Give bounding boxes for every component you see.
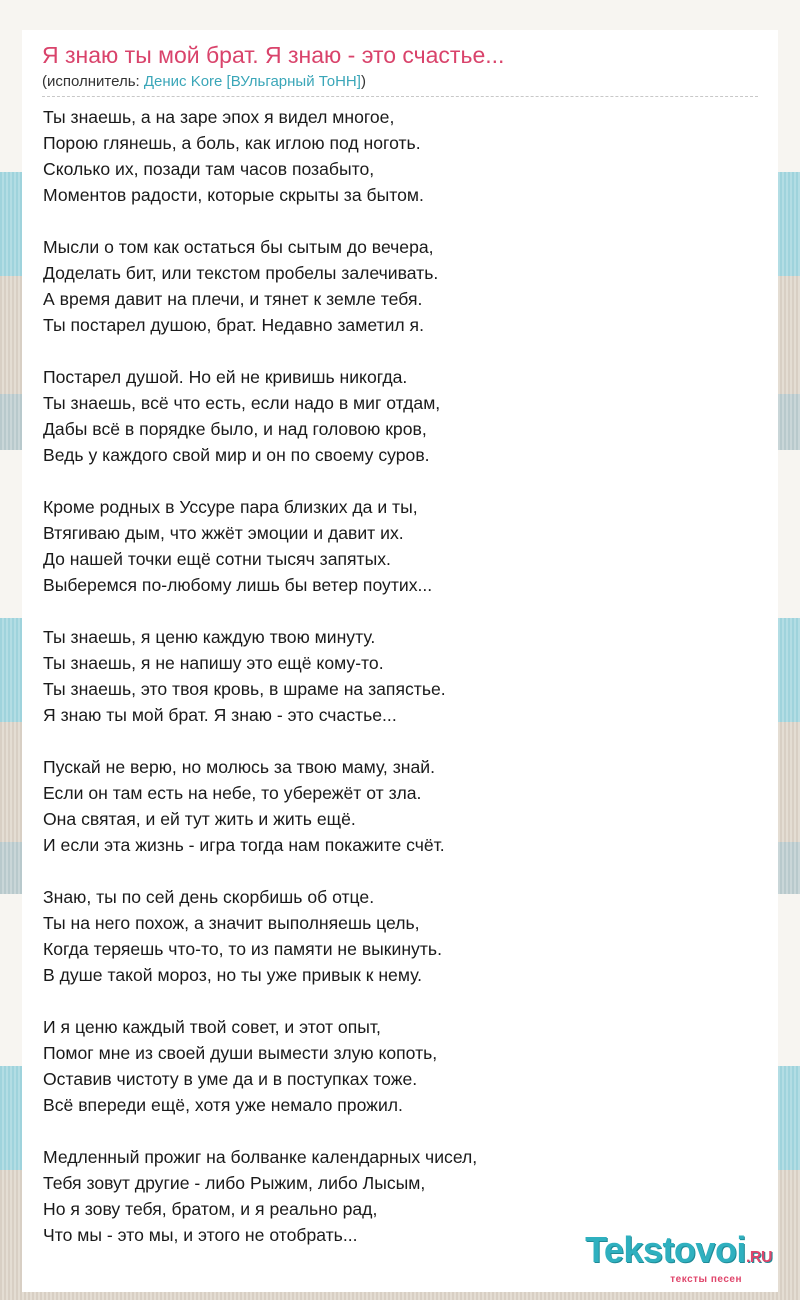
lyric-line: Когда теряешь что-то, то из памяти не выкинуть. — [43, 939, 442, 959]
lyric-line: Помог мне из своей души вымести злую копоть, — [43, 1043, 438, 1063]
lyric-line: Втягиваю дым, что жжёт эмоции и давит их. — [43, 523, 404, 543]
lyrics-card — [22, 30, 778, 1292]
lyric-line: Моментов радости, которые скрыты за бытом. — [43, 185, 424, 205]
stanza-gap — [43, 598, 759, 624]
lyrics-body — [43, 104, 759, 1248]
lyric-line: Оставив чистоту в уме да и в поступках тоже. — [43, 1069, 418, 1089]
lyric-line: Но я зову тебя, братом, и я реально рад, — [43, 1199, 378, 1219]
lyric-line: Тебя зовут другие - либо Рыжим, либо Лысым, — [43, 1173, 426, 1193]
artist-line — [42, 73, 366, 90]
stanza-gap — [43, 1118, 759, 1144]
lyric-line: Дабы всё в порядке было, и над головою кров, — [43, 419, 427, 439]
lyric-line: Пускай не верю, но молюсь за твою маму, знай. — [43, 757, 435, 777]
lyric-line: Ты на него похож, а значит выполняешь цель, — [43, 913, 420, 933]
lyric-line: Ведь у каждого свой мир и он по своему суров. — [43, 445, 430, 465]
lyric-line: В душе такой мороз, но ты уже привык к нему. — [43, 965, 423, 985]
stanza-gap — [43, 858, 759, 884]
stanza-gap — [43, 728, 759, 754]
lyric-line: Постарел душой. Но ей не кривишь никогда. — [43, 367, 408, 387]
lyric-line: А время давит на плечи, и тянет к земле тебя. — [43, 289, 423, 309]
logo-wordmark: Tekstovoi — [585, 1229, 746, 1270]
lyric-line: Ты знаешь, всё что есть, если надо в миг отдам, — [43, 393, 441, 413]
lyric-line: Ты знаешь, я ценю каждую твою минуту. — [43, 627, 376, 647]
lyric-line: Выберемся по-любому лишь бы ветер поутих... — [43, 575, 433, 595]
logo-tld: .RU — [745, 1249, 772, 1266]
artist-suffix: ) — [360, 73, 366, 90]
stanza-gap — [43, 338, 759, 364]
lyric-line: Медленный прожиг на болванке календарных чисел, — [43, 1147, 478, 1167]
artist-link[interactable]: Денис Kore [ВУльгарный ТоНН] — [143, 73, 361, 90]
title-divider — [42, 96, 758, 97]
lyric-line: Сколько их, позади там часов позабыто, — [43, 159, 375, 179]
stanza-gap — [43, 208, 759, 234]
stanza-gap — [43, 988, 759, 1014]
lyric-line: Если он там есть на небе, то убережёт от зла. — [43, 783, 422, 803]
lyric-line: Кроме родных в Уссуре пара близких да и ты, — [43, 497, 418, 517]
artist-prefix: (исполнитель: — [42, 73, 144, 90]
page-title: Я знаю ты мой брат. Я знаю - это счастье... — [42, 42, 505, 68]
lyric-line: Ты знаешь, а на заре эпох я видел многое, — [43, 107, 395, 127]
lyric-line: До нашей точки ещё сотни тысяч запятых. — [43, 549, 391, 569]
lyric-line: Ты знаешь, я не напишу это ещё кому-то. — [43, 653, 384, 673]
lyric-line: И если эта жизнь - игра тогда нам покажите счёт. — [43, 835, 445, 855]
lyric-line: Она святая, и ей тут жить и жить ещё. — [43, 809, 356, 829]
site-logo[interactable] — [585, 1229, 772, 1285]
lyric-line: Доделать бит, или текстом пробелы залечивать. — [43, 263, 439, 283]
lyric-line: Мысли о том как остаться бы сытым до вечера, — [43, 237, 434, 257]
lyric-line: Всё впереди ещё, хотя уже немало прожил. — [43, 1095, 403, 1115]
lyric-line: Ты знаешь, это твоя кровь, в шраме на запястье. — [43, 679, 446, 699]
logo-tagline: тексты песен — [670, 1274, 742, 1285]
lyric-line: Порою глянешь, а боль, как иглою под ноготь. — [43, 133, 421, 153]
lyric-line: Ты постарел душою, брат. Недавно заметил я. — [43, 315, 424, 335]
lyric-line: И я ценю каждый твой совет, и этот опыт, — [43, 1017, 381, 1037]
stanza-gap — [43, 468, 759, 494]
lyric-line: Знаю, ты по сей день скорбишь об отце. — [43, 887, 375, 907]
lyric-line: Я знаю ты мой брат. Я знаю - это счастье... — [43, 705, 397, 725]
lyric-line: Что мы - это мы, и этого не отобрать... — [43, 1225, 358, 1245]
